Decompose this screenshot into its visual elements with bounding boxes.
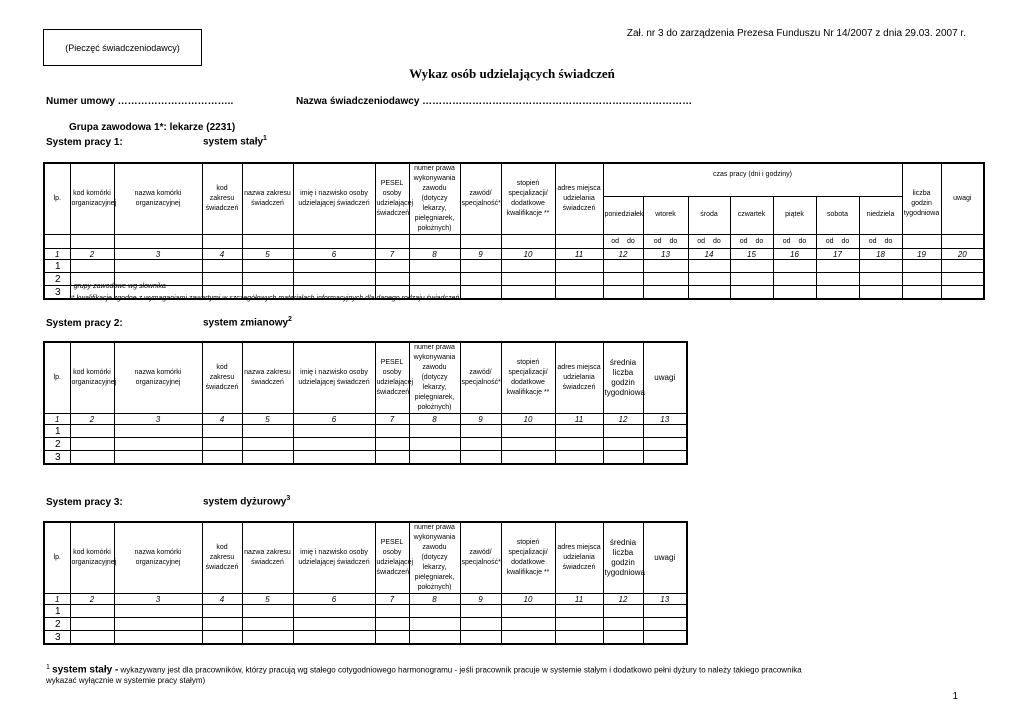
column-number: 4: [202, 249, 242, 260]
col-pesel: PESEL osoby udzielającej świadczeń: [375, 522, 409, 594]
column-number: 16: [773, 249, 816, 260]
day-monday: poniedziałek: [603, 196, 643, 234]
column-number: 3: [114, 594, 202, 605]
column-number: 2: [70, 414, 114, 425]
provider-stamp-box: (Pieczęć świadczeniodawcy): [43, 29, 202, 66]
col-person-name: imię i nazwisko osoby udzielającej świadczeń: [293, 163, 375, 235]
col-specialization: stopień specjalizacji/ dodatkowe kwalifikacje **: [501, 342, 555, 414]
column-number: 13: [643, 414, 687, 425]
col-address: adres miejsca udzielania świadczeń: [555, 342, 603, 414]
day-wednesday: środa: [688, 196, 730, 234]
column-number: 12: [603, 249, 643, 260]
col-weekly-hours: liczba godzin tygodniowa: [902, 163, 941, 235]
col-scope-code: kod zakresu świadczeń: [202, 163, 242, 235]
staff-table-shift-system: [43, 341, 688, 465]
col-lp: lp.: [44, 522, 70, 594]
from-to-cell: od do: [643, 235, 688, 249]
column-number: 9: [460, 414, 501, 425]
column-number: 1: [44, 249, 70, 260]
day-sunday: niedziela: [859, 196, 902, 234]
column-number: 10: [501, 594, 555, 605]
section-2-name: system zmianowy$^2$: [203, 316, 292, 329]
col-license-number: numer prawa wykonywania zawodu (dotyczy lekarzy, pielęgniarek, położnych): [409, 342, 460, 414]
provider-name-label: Nazwa świadczeniodawcy ………………………………………………………………………: [296, 96, 693, 107]
column-number: 4: [202, 594, 242, 605]
col-specialization: stopień specjalizacji/ dodatkowe kwalifikacje **: [501, 163, 555, 235]
from-to-cell: od do: [773, 235, 816, 249]
col-lp: lp.: [44, 163, 70, 235]
col-cell-name: nazwa komórki organizacyjnej: [114, 342, 202, 414]
from-to-cell: od do: [859, 235, 902, 249]
col-cell-name: nazwa komórki organizacyjnej: [114, 522, 202, 594]
col-avg-weekly-hours: średnia liczba godzin tygodniowa: [603, 342, 643, 414]
col-remarks: uwagi: [643, 522, 687, 594]
day-thursday: czwartek: [730, 196, 773, 234]
from-to-cell: od do: [816, 235, 859, 249]
column-number: 11: [555, 594, 603, 605]
col-avg-weekly-hours: średnia liczba godzin tygodniowa: [603, 522, 643, 594]
column-number: 8: [409, 249, 460, 260]
column-number: 1: [44, 414, 70, 425]
column-number: 6: [293, 414, 375, 425]
col-address: adres miejsca udzielania świadczeń: [555, 522, 603, 594]
col-cell-code: kod komórki organizacyjnej: [70, 522, 114, 594]
table-row: 3: [44, 631, 687, 645]
column-number: 18: [859, 249, 902, 260]
column-number: 3: [114, 414, 202, 425]
col-pesel: PESEL osoby udzielającej świadczeń: [375, 163, 409, 235]
footnote-qualifications: ** kwalifikacje zgodne z wymaganiami zawartymi w szczegółowych materiałach informacyjnych dla danego rodzaju świadczeń: [69, 295, 460, 302]
table-row: 1: [44, 605, 687, 618]
col-cell-name: nazwa komórki organizacyjnej: [114, 163, 202, 235]
col-cell-code: kod komórki organizacyjnej: [70, 342, 114, 414]
table-row: 3: [44, 451, 687, 465]
column-number: 13: [643, 249, 688, 260]
from-to-cell: od do: [688, 235, 730, 249]
col-profession: zawód/ specjalność*: [460, 342, 501, 414]
col-scope-code: kod zakresu świadczeń: [202, 342, 242, 414]
col-scope-name: nazwa zakresu świadczeń: [242, 163, 293, 235]
table-row: 1: [44, 425, 687, 438]
table-row: 2: [44, 618, 687, 631]
col-profession: zawód/ specjalność*: [460, 163, 501, 235]
col-scope-name: nazwa zakresu świadczeń: [242, 522, 293, 594]
column-number: 2: [70, 594, 114, 605]
col-address: adres miejsca udzielania świadczeń: [555, 163, 603, 235]
annex-reference: Zał. nr 3 do zarządzenia Prezesa Funduszu Nr 14/2007 z dnia 29.03. 2007 r.: [626, 28, 966, 39]
col-specialization: stopień specjalizacji/ dodatkowe kwalifikacje **: [501, 522, 555, 594]
column-number: 19: [902, 249, 941, 260]
column-number: 13: [643, 594, 687, 605]
column-number: 10: [501, 414, 555, 425]
col-lp: lp.: [44, 342, 70, 414]
column-number: 12: [603, 594, 643, 605]
section-3-label: System pracy 3:: [46, 497, 123, 508]
col-work-time: czas pracy (dni i godziny): [603, 163, 902, 196]
page-number: 1: [952, 691, 958, 702]
column-number: 12: [603, 414, 643, 425]
column-number: 17: [816, 249, 859, 260]
from-to-cell: od do: [730, 235, 773, 249]
section-3-name: system dyżurowy$^3$: [203, 495, 291, 508]
column-number: 5: [242, 594, 293, 605]
col-scope-name: nazwa zakresu świadczeń: [242, 342, 293, 414]
col-person-name: imię i nazwisko osoby udzielającej świadczeń: [293, 342, 375, 414]
section-1-label: System pracy 1:: [46, 137, 123, 148]
staff-table-fixed-system: [43, 162, 985, 300]
from-to-cell: od do: [603, 235, 643, 249]
column-number: 11: [555, 249, 603, 260]
table-row: 3: [44, 286, 984, 300]
day-friday: piątek: [773, 196, 816, 234]
column-number: 6: [293, 594, 375, 605]
section-1-name: system stały$^1$: [203, 135, 267, 148]
col-pesel: PESEL osoby udzielającej świadczeń: [375, 342, 409, 414]
column-number: 20: [941, 249, 984, 260]
col-remarks: uwagi: [941, 163, 984, 235]
col-remarks: uwagi: [643, 342, 687, 414]
column-number: 10: [501, 249, 555, 260]
staff-table-duty-system: [43, 521, 688, 645]
column-number: 5: [242, 249, 293, 260]
footnote-groups: * grupy zawodowe wg słownika: [69, 283, 166, 290]
table-row: 2: [44, 438, 687, 451]
col-license-number: numer prawa wykonywania zawodu (dotyczy lekarzy, pielęgniarek, położnych): [409, 522, 460, 594]
col-profession: zawód/ specjalność*: [460, 522, 501, 594]
day-saturday: sobota: [816, 196, 859, 234]
page-title: Wykaz osób udzielających świadczeń: [409, 66, 615, 81]
column-number: 7: [375, 414, 409, 425]
table-row: 1: [44, 260, 984, 273]
col-scope-code: kod zakresu świadczeń: [202, 522, 242, 594]
col-cell-code: kod komórki organizacyjnej: [70, 163, 114, 235]
contract-number-label: Numer umowy ……………………………..: [46, 96, 234, 107]
section-2-label: System pracy 2:: [46, 318, 123, 329]
day-tuesday: wtorek: [643, 196, 688, 234]
column-number: 2: [70, 249, 114, 260]
column-number: 4: [202, 414, 242, 425]
column-number: 3: [114, 249, 202, 260]
col-license-number: numer prawa wykonywania zawodu (dotyczy lekarzy, pielęgniarek, położnych): [409, 163, 460, 235]
column-number: 7: [375, 594, 409, 605]
professional-group-label: Grupa zawodowa 1*: lekarze (2231): [69, 122, 236, 133]
footnote-fixed-system: $^1$ system stały - wykazywany jest dla pracowników, którzy pracują wg stałego cotygodniowego harmonogramu - jeśli pracownik pracuje w systemie stałym i dodatkowo pełni dyżury to należy takiego pracownika wykazać wyłącznie w systemie pracy stałym): [46, 664, 802, 685]
column-number: 5: [242, 414, 293, 425]
column-number: 15: [730, 249, 773, 260]
column-number: 1: [44, 594, 70, 605]
col-person-name: imię i nazwisko osoby udzielającej świadczeń: [293, 522, 375, 594]
column-number: 14: [688, 249, 730, 260]
column-number: 7: [375, 249, 409, 260]
column-number: 8: [409, 414, 460, 425]
column-number: 9: [460, 594, 501, 605]
table-row: 2: [44, 273, 984, 286]
column-number: 9: [460, 249, 501, 260]
column-number: 11: [555, 414, 603, 425]
column-number: 8: [409, 594, 460, 605]
column-number: 6: [293, 249, 375, 260]
